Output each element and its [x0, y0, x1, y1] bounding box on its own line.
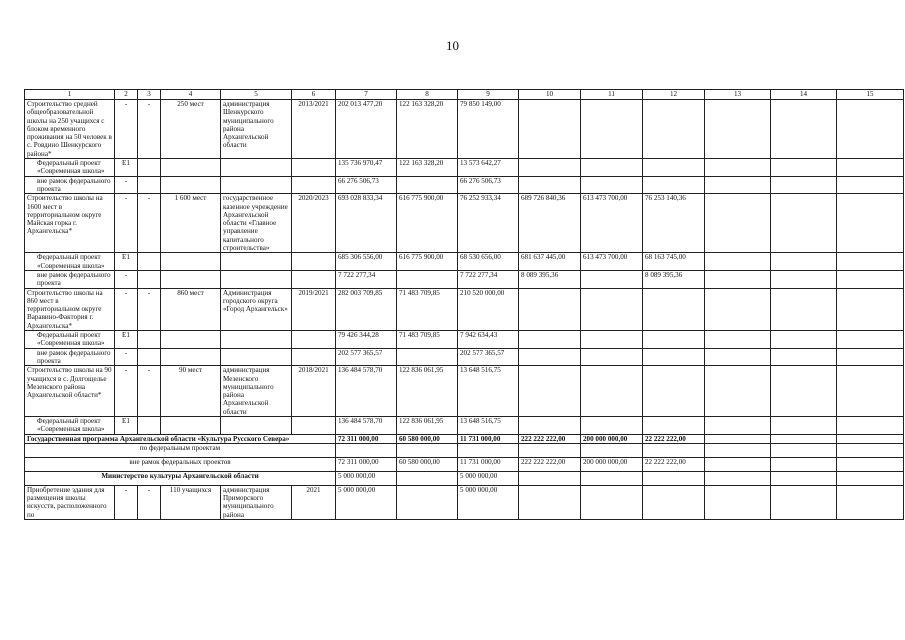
cell: Администрация городского округа «Город Архангельск» — [221, 288, 292, 330]
cell: 71 483 709,85 — [397, 288, 458, 330]
cell: 76 253 140,36 — [643, 194, 705, 253]
cell: 7 942 634,43 — [458, 331, 519, 349]
cell: - — [138, 288, 161, 330]
cell — [643, 416, 705, 434]
cell: 122 836 061,95 — [397, 366, 458, 417]
cell: 79 426 344,28 — [336, 331, 397, 349]
cell: 13 648 516,75 — [458, 366, 519, 417]
cell — [519, 366, 581, 417]
cell: - — [115, 348, 138, 366]
by-federal-label: по федеральным проектам — [25, 443, 336, 457]
column-number-row — [25, 90, 904, 100]
column-number: 13 — [705, 90, 771, 100]
cell: 136 484 578,70 — [336, 416, 397, 434]
cell: государственное казенное учреждение Архангельской области «Главное управление капитального строительства» — [221, 194, 292, 253]
cell — [771, 176, 837, 194]
cell — [705, 270, 771, 288]
table-row — [25, 159, 904, 177]
cell — [705, 159, 771, 177]
cell — [837, 176, 904, 194]
column-number: 3 — [138, 90, 161, 100]
cell — [161, 348, 221, 366]
column-number: 10 — [519, 90, 581, 100]
cell — [292, 348, 336, 366]
cell — [221, 176, 292, 194]
cell: 8 089 395,36 — [519, 270, 581, 288]
cell — [705, 100, 771, 159]
cell — [837, 270, 904, 288]
cell — [643, 159, 705, 177]
cell — [581, 288, 643, 330]
cell: - — [138, 485, 161, 519]
cell — [397, 176, 458, 194]
cell — [161, 176, 221, 194]
column-number: 4 — [161, 90, 221, 100]
cell — [221, 348, 292, 366]
cell — [161, 270, 221, 288]
cell: 2013/2021 — [292, 100, 336, 159]
cell: 616 775 900,00 — [397, 253, 458, 271]
cell: администрация Мезенского муниципального района Архангельской области — [221, 366, 292, 417]
table-row — [25, 194, 904, 253]
cell — [705, 176, 771, 194]
cell: 66 276 506,73 — [458, 176, 519, 194]
cell — [705, 194, 771, 253]
cell — [138, 416, 161, 434]
program-amount: 11 731 000,00 — [458, 434, 519, 443]
row-title: Федеральный проект «Современная школа» — [25, 331, 115, 349]
column-number: 12 — [643, 90, 705, 100]
column-number: 14 — [771, 90, 837, 100]
outside-federal-label: вне рамок федеральных проектов — [25, 457, 336, 471]
cell — [581, 366, 643, 417]
cell — [221, 253, 292, 271]
cell: 2020/2023 — [292, 194, 336, 253]
cell: 2018/2021 — [292, 366, 336, 417]
budget-table — [24, 89, 904, 520]
cell: 2019/2021 — [292, 288, 336, 330]
cell — [643, 288, 705, 330]
table-row — [25, 485, 904, 519]
cell — [161, 159, 221, 177]
cell — [221, 331, 292, 349]
cell — [292, 176, 336, 194]
program-amount: 22 222 222,00 — [643, 434, 705, 443]
cell — [138, 253, 161, 271]
outside-federal-row — [25, 457, 904, 471]
cell — [771, 366, 837, 417]
cell — [837, 159, 904, 177]
cell — [837, 331, 904, 349]
column-number: 9 — [458, 90, 519, 100]
cell: 68 163 745,00 — [643, 253, 705, 271]
column-number: 5 — [221, 90, 292, 100]
cell: - — [138, 366, 161, 417]
cell — [581, 270, 643, 288]
cell — [771, 288, 837, 330]
row-title: Строительство школы на 1600 мест в территориальном округе Майская горка г. Архангельска* — [25, 194, 115, 253]
cell: 122 163 328,20 — [397, 100, 458, 159]
cell — [138, 176, 161, 194]
cell: 13 648 516,75 — [458, 416, 519, 434]
cell — [771, 331, 837, 349]
cell — [397, 270, 458, 288]
cell — [771, 270, 837, 288]
cell: E1 — [115, 416, 138, 434]
row-title: Приобретение здания для размещения школы искусств, расположенного по — [25, 485, 115, 519]
cell — [581, 176, 643, 194]
column-number: 8 — [397, 90, 458, 100]
cell: - — [115, 194, 138, 253]
cell: 122 163 328,20 — [397, 159, 458, 177]
cell: 616 775 900,00 — [397, 194, 458, 253]
cell: 689 726 840,36 — [519, 194, 581, 253]
cell — [519, 288, 581, 330]
row-title: Строительство школы на 90 учащихся в с. Долгощелье Мезенского района Архангельской области* — [25, 366, 115, 417]
cell — [837, 100, 904, 159]
cell — [643, 366, 705, 417]
cell — [519, 331, 581, 349]
table-row — [25, 288, 904, 330]
outside-federal-amount: 222 222 222,00 — [519, 457, 581, 471]
cell: 693 028 833,34 — [336, 194, 397, 253]
column-number: 7 — [336, 90, 397, 100]
cell: 202 577 365,57 — [336, 348, 397, 366]
row-title: Строительство средней общеобразовательной школы на 250 учащихся с блоком временного проживания на 50 человек в с. Ровдино Шенкурского района* — [25, 100, 115, 159]
cell — [581, 100, 643, 159]
cell: 250 мест — [161, 100, 221, 159]
cell — [771, 416, 837, 434]
cell: 5 000 000,00 — [336, 485, 397, 519]
outside-federal-amount: 200 000 000,00 — [581, 457, 643, 471]
cell — [292, 253, 336, 271]
row-title: Федеральный проект «Современная школа» — [25, 159, 115, 177]
cell: 2021 — [292, 485, 336, 519]
row-title: вне рамок федерального проекта — [25, 270, 115, 288]
program-amount: 222 222 222,00 — [519, 434, 581, 443]
row-title: Федеральный проект «Современная школа» — [25, 253, 115, 271]
cell: 7 722 277,34 — [336, 270, 397, 288]
cell — [161, 331, 221, 349]
ministry-amount: 5 000 000,00 — [336, 471, 397, 485]
cell — [161, 253, 221, 271]
cell: 76 252 933,34 — [458, 194, 519, 253]
outside-federal-amount: 22 222 222,00 — [643, 457, 705, 471]
cell — [643, 348, 705, 366]
cell — [581, 331, 643, 349]
cell — [292, 159, 336, 177]
row-title: Федеральный проект «Современная школа» — [25, 416, 115, 434]
row-title: вне рамок федерального проекта — [25, 176, 115, 194]
table-row — [25, 348, 904, 366]
table-row — [25, 270, 904, 288]
cell — [837, 366, 904, 417]
cell — [643, 331, 705, 349]
cell — [292, 270, 336, 288]
cell: - — [138, 100, 161, 159]
page-number: 10 — [446, 38, 459, 53]
cell — [221, 270, 292, 288]
cell: 210 520 000,00 — [458, 288, 519, 330]
cell — [292, 416, 336, 434]
cell: 66 276 506,73 — [336, 176, 397, 194]
cell: - — [115, 366, 138, 417]
cell — [837, 288, 904, 330]
cell — [771, 253, 837, 271]
cell — [519, 416, 581, 434]
cell — [837, 416, 904, 434]
table-row — [25, 416, 904, 434]
cell: - — [115, 270, 138, 288]
cell — [771, 100, 837, 159]
cell: 202 577 365,57 — [458, 348, 519, 366]
cell — [705, 366, 771, 417]
cell — [581, 416, 643, 434]
cell — [138, 159, 161, 177]
table-row — [25, 253, 904, 271]
cell — [581, 159, 643, 177]
cell: - — [115, 485, 138, 519]
cell — [519, 159, 581, 177]
cell: 136 484 578,70 — [336, 366, 397, 417]
cell: 1 600 мест — [161, 194, 221, 253]
outside-federal-amount: 11 731 000,00 — [458, 457, 519, 471]
column-number: 2 — [115, 90, 138, 100]
column-number: 1 — [25, 90, 115, 100]
cell: - — [138, 194, 161, 253]
row-title: Строительство школы на 860 мест в территориальном округе Варавино-Фактория г. Архангельска* — [25, 288, 115, 330]
cell: 685 306 556,00 — [336, 253, 397, 271]
cell: 122 836 061,95 — [397, 416, 458, 434]
column-number: 11 — [581, 90, 643, 100]
cell — [705, 331, 771, 349]
ministry-label: Министерство культуры Архангельской области — [25, 471, 336, 485]
cell — [221, 416, 292, 434]
cell — [221, 159, 292, 177]
column-number: 15 — [837, 90, 904, 100]
cell — [837, 194, 904, 253]
cell — [138, 331, 161, 349]
table-row — [25, 100, 904, 159]
outside-federal-amount: 60 580 000,00 — [397, 457, 458, 471]
cell — [138, 270, 161, 288]
cell: 71 483 709,85 — [397, 331, 458, 349]
cell: - — [115, 288, 138, 330]
program-amount: 60 580 000,00 — [397, 434, 458, 443]
cell — [581, 348, 643, 366]
cell — [705, 416, 771, 434]
cell: 79 850 149,00 — [458, 100, 519, 159]
cell — [161, 416, 221, 434]
cell: 90 мест — [161, 366, 221, 417]
outside-federal-amount: 72 311 000,00 — [336, 457, 397, 471]
cell: 13 573 642,27 — [458, 159, 519, 177]
cell — [705, 253, 771, 271]
cell — [643, 176, 705, 194]
table-row — [25, 176, 904, 194]
cell: 860 мест — [161, 288, 221, 330]
program-title: Государственная программа Архангельской области «Культура Русского Севера» — [25, 434, 336, 443]
row-title: вне рамок федерального проекта — [25, 348, 115, 366]
cell: - — [115, 100, 138, 159]
cell: 202 013 477,20 — [336, 100, 397, 159]
column-number: 6 — [292, 90, 336, 100]
cell — [292, 331, 336, 349]
cell: 7 722 277,34 — [458, 270, 519, 288]
table-row — [25, 366, 904, 417]
cell: 282 003 709,85 — [336, 288, 397, 330]
cell: - — [115, 176, 138, 194]
cell — [771, 348, 837, 366]
cell: администрация Приморского муниципального района — [221, 485, 292, 519]
cell — [771, 159, 837, 177]
program-row — [25, 434, 904, 443]
program-amount: 72 311 000,00 — [336, 434, 397, 443]
table-row — [25, 331, 904, 349]
cell — [705, 348, 771, 366]
cell — [705, 288, 771, 330]
cell — [519, 176, 581, 194]
cell — [837, 348, 904, 366]
cell: E1 — [115, 331, 138, 349]
ministry-row — [25, 471, 904, 485]
cell — [771, 194, 837, 253]
cell: E1 — [115, 159, 138, 177]
cell: 613 473 700,00 — [581, 194, 643, 253]
cell: E1 — [115, 253, 138, 271]
cell: 8 089 395,36 — [643, 270, 705, 288]
cell: 613 473 700,00 — [581, 253, 643, 271]
cell: 681 637 445,00 — [519, 253, 581, 271]
cell — [397, 348, 458, 366]
cell — [519, 100, 581, 159]
program-amount: 200 000 000,00 — [581, 434, 643, 443]
cell: 5 000 000,00 — [458, 485, 519, 519]
cell — [837, 253, 904, 271]
cell: 110 учащихся — [161, 485, 221, 519]
cell — [643, 100, 705, 159]
by-federal-row — [25, 443, 904, 457]
cell: 68 530 656,00 — [458, 253, 519, 271]
ministry-amount: 5 000 000,00 — [458, 471, 519, 485]
cell: администрация Шенкурского муниципального района Архангельской области — [221, 100, 292, 159]
cell — [138, 348, 161, 366]
cell: 135 736 970,47 — [336, 159, 397, 177]
cell — [519, 348, 581, 366]
